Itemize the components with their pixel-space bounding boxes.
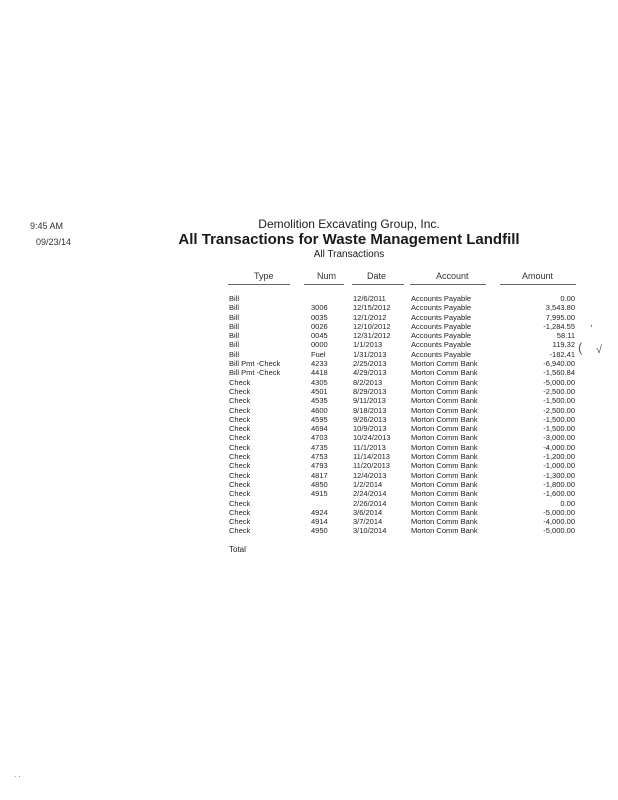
row-amount: -1,600.00: [543, 489, 575, 499]
row-num: 4703: [311, 433, 328, 443]
row-amount: -1,284.55: [543, 321, 575, 331]
table-row: [0, 340, 618, 349]
row-date: 12/6/2011: [353, 294, 386, 303]
row-amount: 7,995.00: [545, 312, 575, 322]
row-account: Morton Comm Bank: [411, 424, 478, 434]
row-type: Check: [229, 461, 251, 471]
table-row: [0, 471, 618, 480]
row-date: 2/26/2014: [353, 498, 387, 508]
row-account: Morton Comm Bank: [411, 359, 478, 369]
row-date: 9/11/2013: [353, 396, 386, 406]
row-num: Fuel: [311, 349, 326, 359]
row-date: 2/25/2013: [353, 359, 387, 369]
table-row: [0, 526, 618, 535]
table-row: [0, 480, 618, 489]
company-name: Demolition Excavating Group, Inc.: [258, 217, 440, 231]
row-date: 10/24/2013: [353, 433, 391, 443]
table-row: [0, 322, 618, 331]
row-account: Morton Comm Bank: [411, 414, 478, 424]
row-account: Morton Comm Bank: [411, 470, 478, 480]
row-date: 12/31/2012: [353, 331, 391, 341]
table-row: [0, 387, 618, 396]
column-header-date: Date: [367, 271, 387, 281]
row-num: 0045: [311, 331, 328, 341]
row-date: 8/29/2013: [353, 386, 387, 396]
row-account: Accounts Payable: [411, 303, 472, 313]
row-amount: -5,000.00: [543, 377, 575, 387]
row-date: 1/31/2013: [353, 349, 387, 359]
row-date: 1/1/2013: [353, 340, 383, 350]
row-num: 4850: [311, 479, 328, 489]
row-amount: -6,940.00: [543, 359, 575, 369]
row-account: Morton Comm Bank: [411, 498, 478, 508]
column-header-type: Type: [254, 271, 274, 281]
row-num: 4233: [311, 359, 328, 369]
row-type: Bill: [229, 303, 240, 313]
row-type: Bill: [229, 294, 240, 303]
transactions-table: [0, 294, 618, 536]
scan-speck: . .: [14, 770, 21, 779]
row-amount: -1,200.00: [543, 452, 575, 462]
row-num: 0035: [311, 312, 328, 322]
row-type: Bill: [229, 349, 240, 359]
row-date: 8/2/2013: [353, 377, 383, 387]
row-amount: -1,300.00: [543, 470, 575, 480]
row-num: 4793: [311, 461, 328, 471]
row-num: 4418: [311, 368, 328, 378]
row-amount: -182.41: [549, 349, 575, 359]
row-num: 4595: [311, 414, 328, 424]
row-num: 4501: [311, 386, 328, 396]
table-row: [0, 499, 618, 508]
row-type: Bill: [229, 312, 240, 322]
table-row: [0, 406, 618, 415]
row-date: 2/24/2014: [353, 489, 387, 499]
table-row: [0, 508, 618, 517]
row-num: 4753: [311, 452, 328, 462]
row-date: 11/1/2013: [353, 442, 386, 452]
row-amount: -4,000.00: [543, 517, 575, 527]
row-amount: 119.32: [552, 340, 575, 350]
row-type: Check: [229, 526, 251, 536]
row-type: Check: [229, 396, 251, 406]
row-date: 11/14/2013: [353, 452, 390, 462]
table-row: [0, 331, 618, 340]
report-subtitle: All Transactions: [313, 249, 385, 260]
handwritten-bracket: (: [578, 340, 583, 355]
row-account: Morton Comm Bank: [411, 433, 478, 443]
header-rule-amount: [500, 284, 576, 285]
header-rule-date: [352, 284, 404, 285]
row-type: Check: [229, 452, 251, 462]
row-type: Check: [229, 414, 251, 424]
row-num: 4924: [311, 507, 328, 517]
table-row: [0, 313, 618, 322]
table-row: [0, 443, 618, 452]
row-date: 12/15/2012: [353, 303, 391, 313]
row-num: 0026: [311, 321, 328, 331]
row-num: 4694: [311, 424, 328, 434]
table-row: [0, 517, 618, 526]
row-type: Check: [229, 433, 251, 443]
row-type: Bill: [229, 340, 240, 350]
row-account: Morton Comm Bank: [411, 396, 478, 406]
row-account: Morton Comm Bank: [411, 517, 478, 527]
row-amount: 0.00: [560, 498, 575, 508]
row-account: Accounts Payable: [411, 349, 472, 359]
row-account: Accounts Payable: [411, 321, 472, 331]
row-date: 12/10/2012: [353, 321, 391, 331]
column-header-amount: Amount: [522, 271, 554, 281]
row-type: Bill Pmt -Check: [229, 359, 281, 369]
row-type: Bill Pmt -Check: [229, 368, 281, 378]
row-num: 4735: [311, 442, 328, 452]
row-date: 9/18/2013: [353, 405, 387, 415]
row-amount: -1,500.00: [543, 396, 575, 406]
row-type: Check: [229, 498, 251, 508]
row-amount: 3,543.80: [545, 303, 575, 313]
row-amount: -1,000.00: [543, 461, 575, 471]
row-num: 4305: [311, 377, 328, 387]
row-amount: 58.11: [556, 331, 575, 341]
header-rule-num: [304, 284, 344, 285]
row-date: 11/20/2013: [353, 461, 390, 471]
row-account: Accounts Payable: [411, 340, 472, 350]
report-time: 9:45 AM: [30, 221, 64, 231]
report-date: 09/23/14: [36, 237, 72, 247]
row-amount: -2,500.00: [543, 405, 575, 415]
table-row: [0, 461, 618, 470]
report-title: All Transactions for Waste Management Landfill: [178, 231, 520, 248]
row-account: Morton Comm Bank: [411, 442, 478, 452]
row-type: Check: [229, 442, 251, 452]
row-type: Check: [229, 517, 251, 527]
table-row: [0, 350, 618, 359]
row-type: Check: [229, 479, 251, 489]
table-row: [0, 368, 618, 377]
row-date: 12/1/2012: [353, 312, 387, 322]
row-amount: -1,500.00: [543, 424, 575, 434]
row-amount: -5,000.00: [543, 526, 575, 536]
row-account: Morton Comm Bank: [411, 479, 478, 489]
table-row: [0, 359, 618, 368]
row-date: 12/4/2013: [353, 470, 387, 480]
row-account: Morton Comm Bank: [411, 368, 478, 378]
row-date: 10/9/2013: [353, 424, 387, 434]
row-num: 3006: [311, 303, 328, 313]
row-amount: -5,000.00: [543, 507, 575, 517]
row-amount: -2,500.00: [543, 386, 575, 396]
row-date: 1/2/2014: [353, 479, 383, 489]
row-account: Morton Comm Bank: [411, 489, 478, 499]
row-num: 4817: [311, 470, 328, 480]
row-type: Check: [229, 377, 251, 387]
row-num: 4600: [311, 405, 328, 415]
row-num: 4914: [311, 517, 328, 527]
row-account: Morton Comm Bank: [411, 507, 478, 517]
table-row: [0, 396, 618, 405]
row-account: Accounts Payable: [411, 294, 472, 303]
row-amount: 0.00: [560, 294, 575, 303]
row-num: 4915: [311, 489, 328, 499]
table-row: [0, 433, 618, 442]
table-row: [0, 452, 618, 461]
row-account: Morton Comm Bank: [411, 526, 478, 536]
table-row: [0, 489, 618, 498]
total-label: Total: [229, 545, 246, 554]
row-date: 3/7/2014: [353, 517, 383, 527]
row-amount: -1,800.00: [543, 479, 575, 489]
row-type: Check: [229, 507, 251, 517]
row-amount: -3,000.00: [543, 433, 575, 443]
row-account: Morton Comm Bank: [411, 461, 478, 471]
row-type: Bill: [229, 331, 240, 341]
table-row: [0, 294, 618, 303]
header-rule-type: [228, 284, 290, 285]
row-account: Morton Comm Bank: [411, 452, 478, 462]
row-account: Morton Comm Bank: [411, 405, 478, 415]
row-type: Check: [229, 470, 251, 480]
row-type: Check: [229, 405, 251, 415]
row-num: 0000: [311, 340, 328, 350]
row-account: Accounts Payable: [411, 312, 472, 322]
row-type: Check: [229, 424, 251, 434]
table-row: [0, 378, 618, 387]
row-num: 4535: [311, 396, 328, 406]
table-row: [0, 424, 618, 433]
row-amount: -4,000.00: [543, 442, 575, 452]
column-header-account: Account: [436, 271, 469, 281]
table-row: [0, 415, 618, 424]
column-header-num: Num: [317, 271, 337, 281]
handwritten-mark: ,: [590, 318, 593, 329]
row-date: 3/6/2014: [353, 507, 383, 517]
row-amount: -1,500.00: [543, 414, 575, 424]
row-type: Bill: [229, 321, 240, 331]
row-type: Check: [229, 489, 251, 499]
row-account: Morton Comm Bank: [411, 377, 478, 387]
row-type: Check: [229, 386, 251, 396]
handwritten-check: √: [596, 344, 603, 356]
row-date: 9/26/2013: [353, 414, 387, 424]
row-account: Morton Comm Bank: [411, 386, 478, 396]
header-rule-account: [410, 284, 486, 285]
row-account: Accounts Payable: [411, 331, 472, 341]
row-num: 4950: [311, 526, 328, 536]
table-row: [0, 303, 618, 312]
row-date: 3/10/2014: [353, 526, 387, 536]
row-date: 4/29/2013: [353, 368, 387, 378]
row-amount: -1,560.84: [543, 368, 575, 378]
